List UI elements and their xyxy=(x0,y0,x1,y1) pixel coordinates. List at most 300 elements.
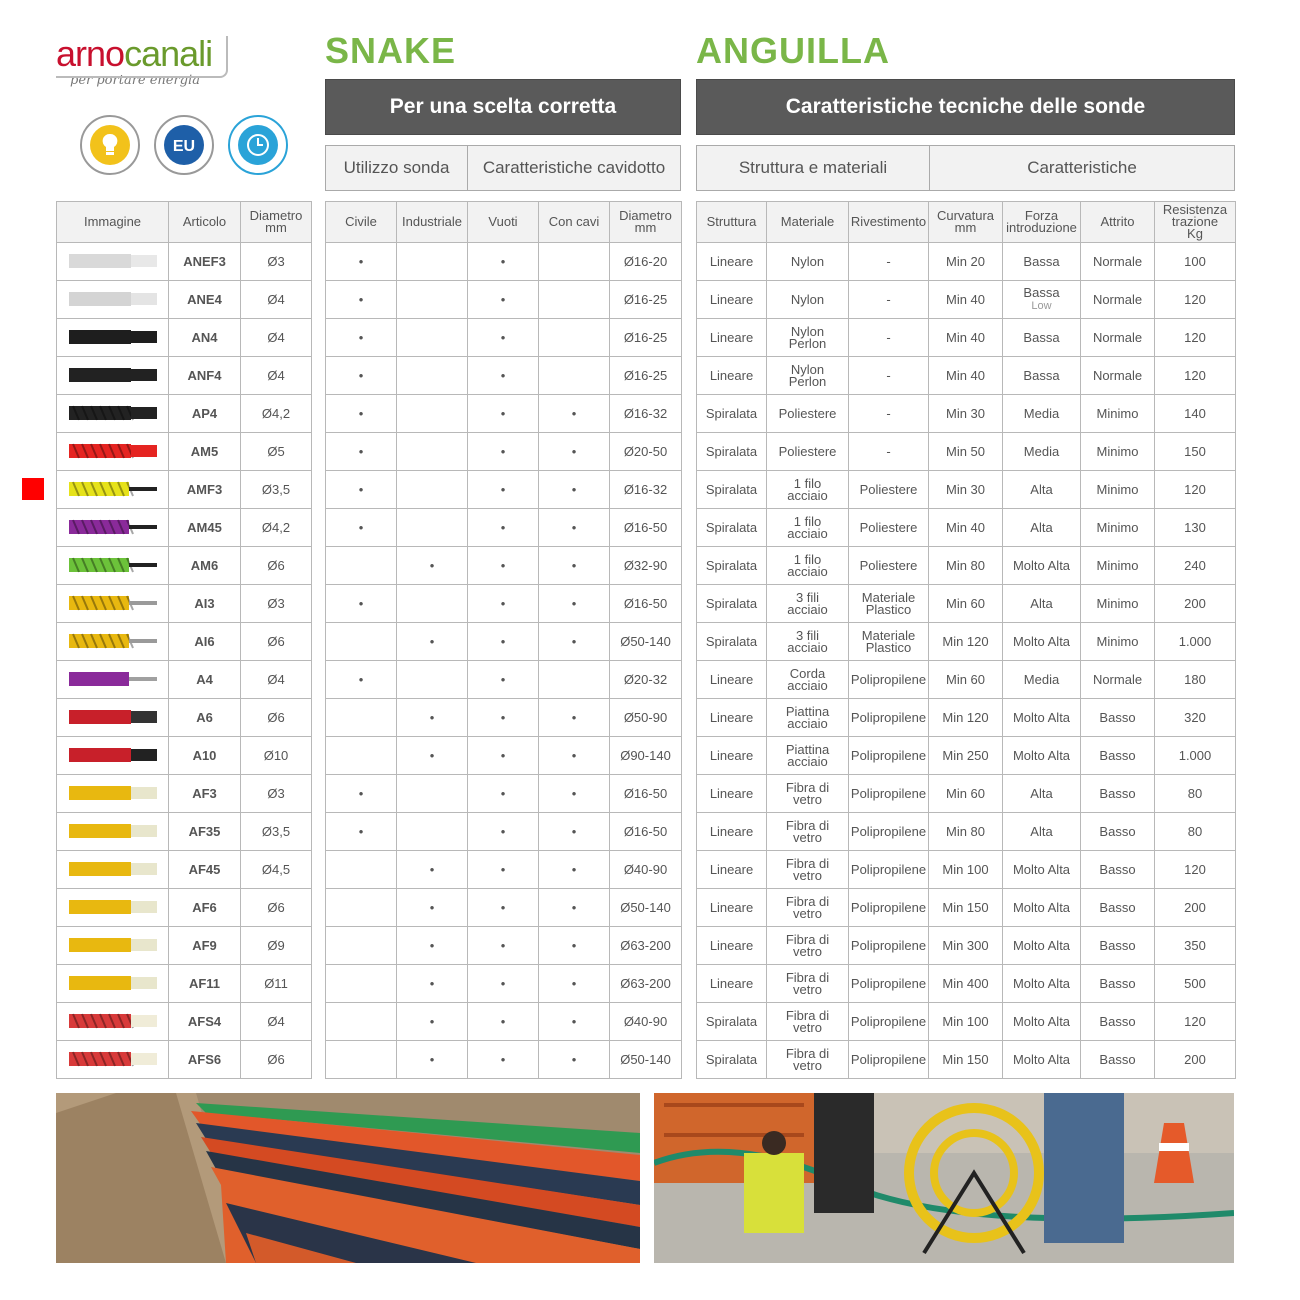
cell-immagine xyxy=(57,547,169,585)
cell-rivestimento-l1: - xyxy=(886,329,891,345)
col-diam-cav-l1: Diametro xyxy=(619,208,672,223)
cell-diametro: Ø3,5 xyxy=(241,813,312,851)
cell-materiale xyxy=(767,319,849,357)
cell-civile: • xyxy=(326,509,397,547)
table-row xyxy=(697,699,1236,737)
cell-immagine xyxy=(57,851,169,889)
cell-immagine xyxy=(57,927,169,965)
cell-attrito: Normale xyxy=(1081,357,1155,395)
cell-industriale xyxy=(397,281,468,319)
cell-resistenza: 200 xyxy=(1155,889,1236,927)
probe-body xyxy=(69,330,131,344)
table-row xyxy=(326,737,682,775)
probe-tip xyxy=(129,563,157,567)
probe-image xyxy=(69,860,157,878)
probe-body xyxy=(69,900,131,914)
probe-tip xyxy=(131,711,157,723)
probe-tip xyxy=(131,939,157,951)
cell-forza-l1: Molto Alta xyxy=(1012,747,1071,763)
cell-immagine xyxy=(57,699,169,737)
table-row xyxy=(697,851,1236,889)
cell-rivestimento-l1: - xyxy=(886,291,891,307)
col-resistenza-l1: Resistenza xyxy=(1162,202,1228,217)
cell-diametro-cavidotto: Ø90-140 xyxy=(610,737,682,775)
cell-materiale-l1: Fibra di xyxy=(785,1045,830,1061)
cell-forza-l1: Alta xyxy=(1030,519,1053,535)
cell-articolo: AM45 xyxy=(169,509,241,547)
cell-forza-l1: Bassa xyxy=(1023,285,1060,300)
probe-image xyxy=(69,366,157,384)
cell-articolo: AI3 xyxy=(169,585,241,623)
cell-industriale xyxy=(397,395,468,433)
cell-materiale xyxy=(767,281,849,319)
cell-resistenza: 180 xyxy=(1155,661,1236,699)
cell-con-cavi: • xyxy=(539,813,610,851)
probe-image xyxy=(69,556,157,574)
cell-rivestimento xyxy=(849,661,929,699)
probe-tip xyxy=(131,749,157,761)
cell-rivestimento-l1: Polipropilene xyxy=(850,899,927,915)
cell-materiale xyxy=(767,585,849,623)
cell-resistenza: 140 xyxy=(1155,395,1236,433)
cell-industriale xyxy=(397,319,468,357)
cell-attrito: Normale xyxy=(1081,661,1155,699)
cell-forza-l1: Molto Alta xyxy=(1012,899,1071,915)
cell-forza-l1: Media xyxy=(1023,443,1060,459)
cell-diametro: Ø4 xyxy=(241,661,312,699)
table-row xyxy=(326,1041,682,1079)
table-row xyxy=(326,243,682,281)
cell-rivestimento xyxy=(849,851,929,889)
probe-tip xyxy=(131,901,157,913)
cell-curvatura: Min 120 xyxy=(929,699,1003,737)
col-diam-cav-l2: mm xyxy=(634,220,657,235)
cell-struttura: Lineare xyxy=(697,737,767,775)
cell-industriale: • xyxy=(397,699,468,737)
cell-diametro-cavidotto: Ø20-32 xyxy=(610,661,682,699)
table-row xyxy=(57,471,312,509)
cell-curvatura: Min 250 xyxy=(929,737,1003,775)
cell-rivestimento xyxy=(849,585,929,623)
probe-body xyxy=(69,710,131,724)
probe-tip xyxy=(129,525,157,529)
patent-badge xyxy=(153,114,215,176)
cell-struttura: Lineare xyxy=(697,813,767,851)
cell-articolo: AF11 xyxy=(169,965,241,1003)
cell-vuoti: • xyxy=(468,965,539,1003)
cell-diametro: Ø4,2 xyxy=(241,509,312,547)
cell-forza xyxy=(1003,433,1081,471)
probe-body xyxy=(69,786,131,800)
clock-icon xyxy=(227,114,289,176)
probe-body xyxy=(69,748,131,762)
cell-articolo: AMF3 xyxy=(169,471,241,509)
cell-rivestimento-l1: Poliestere xyxy=(859,481,918,497)
cell-curvatura: Min 60 xyxy=(929,775,1003,813)
cell-forza-l1: Bassa xyxy=(1023,253,1060,269)
cell-civile: • xyxy=(326,471,397,509)
cell-rivestimento-l1: Polipropilene xyxy=(850,1051,927,1067)
cell-curvatura: Min 20 xyxy=(929,243,1003,281)
cell-immagine xyxy=(57,775,169,813)
cell-civile xyxy=(326,623,397,661)
cell-attrito: Basso xyxy=(1081,775,1155,813)
cell-articolo: AF6 xyxy=(169,889,241,927)
cell-materiale xyxy=(767,1041,849,1079)
table-row xyxy=(326,319,682,357)
cell-resistenza: 240 xyxy=(1155,547,1236,585)
cell-struttura: Spiralata xyxy=(697,547,767,585)
cell-attrito: Normale xyxy=(1081,243,1155,281)
cell-materiale xyxy=(767,547,849,585)
cell-struttura: Lineare xyxy=(697,775,767,813)
cell-civile: • xyxy=(326,775,397,813)
cell-vuoti: • xyxy=(468,281,539,319)
cell-diametro: Ø10 xyxy=(241,737,312,775)
logo-frame xyxy=(56,36,228,78)
table-row xyxy=(326,547,682,585)
table-row xyxy=(57,737,312,775)
cell-articolo: AFS6 xyxy=(169,1041,241,1079)
cell-curvatura: Min 100 xyxy=(929,851,1003,889)
cell-articolo: AN4 xyxy=(169,319,241,357)
cell-rivestimento-l1: Polipropilene xyxy=(850,937,927,953)
probe-image xyxy=(69,898,157,916)
cell-diametro-cavidotto: Ø50-140 xyxy=(610,889,682,927)
cell-rivestimento-l2: Plastico xyxy=(865,639,912,655)
cell-civile: • xyxy=(326,395,397,433)
col-articolo: Articolo xyxy=(169,202,241,243)
cell-forza xyxy=(1003,585,1081,623)
cell-diametro-cavidotto: Ø50-90 xyxy=(610,699,682,737)
cell-struttura: Lineare xyxy=(697,927,767,965)
cell-rivestimento-l2: Plastico xyxy=(865,601,912,617)
probe-image xyxy=(69,1012,157,1030)
cell-immagine xyxy=(57,889,169,927)
table-row xyxy=(57,661,312,699)
cell-resistenza: 320 xyxy=(1155,699,1236,737)
cell-immagine xyxy=(57,661,169,699)
cell-resistenza: 200 xyxy=(1155,1041,1236,1079)
cell-immagine xyxy=(57,965,169,1003)
probe-image xyxy=(69,974,157,992)
cell-con-cavi: • xyxy=(539,699,610,737)
conduits-image xyxy=(56,1093,640,1263)
probe-tip xyxy=(131,1015,157,1027)
col-diametro-l2: mm xyxy=(265,220,287,235)
workers-image xyxy=(654,1093,1234,1263)
cell-con-cavi xyxy=(539,281,610,319)
cell-struttura: Spiralata xyxy=(697,1003,767,1041)
cell-materiale xyxy=(767,623,849,661)
cell-immagine xyxy=(57,319,169,357)
cell-resistenza: 120 xyxy=(1155,357,1236,395)
probe-body xyxy=(69,824,131,838)
table-row xyxy=(57,623,312,661)
probe-image xyxy=(69,404,157,422)
cell-rivestimento-l1: - xyxy=(886,253,891,269)
cell-civile: • xyxy=(326,433,397,471)
table-row xyxy=(57,395,312,433)
cell-rivestimento xyxy=(849,699,929,737)
cell-articolo: AM5 xyxy=(169,433,241,471)
cell-curvatura: Min 40 xyxy=(929,281,1003,319)
probe-body xyxy=(69,254,131,268)
cell-materiale-l2: acciaio xyxy=(787,563,828,579)
eu-icon xyxy=(153,114,215,176)
cell-forza xyxy=(1003,623,1081,661)
cell-materiale-l1: Nylon xyxy=(790,291,825,307)
probe-tip xyxy=(131,331,157,343)
table-row xyxy=(697,243,1236,281)
cell-diametro: Ø4 xyxy=(241,1003,312,1041)
cell-immagine xyxy=(57,813,169,851)
table-row xyxy=(57,547,312,585)
cell-industriale xyxy=(397,243,468,281)
cell-resistenza: 120 xyxy=(1155,319,1236,357)
cell-immagine xyxy=(57,471,169,509)
cell-materiale xyxy=(767,851,849,889)
cell-forza-l2: Low xyxy=(1031,300,1052,312)
cell-materiale-l1: 1 filo xyxy=(793,475,822,491)
cell-immagine xyxy=(57,1003,169,1041)
cell-diametro: Ø3 xyxy=(241,775,312,813)
cell-con-cavi: • xyxy=(539,1003,610,1041)
cell-materiale xyxy=(767,1003,849,1041)
col-diametro-cavidotto xyxy=(610,202,682,243)
cell-con-cavi: • xyxy=(539,927,610,965)
cell-forza-l1: Molto Alta xyxy=(1012,557,1071,573)
cell-curvatura: Min 40 xyxy=(929,357,1003,395)
table-row xyxy=(326,623,682,661)
cell-struttura: Lineare xyxy=(697,243,767,281)
cell-materiale-l1: Nylon xyxy=(790,361,825,377)
cell-materiale xyxy=(767,737,849,775)
cell-civile: • xyxy=(326,281,397,319)
cell-diametro-cavidotto: Ø50-140 xyxy=(610,1041,682,1079)
cell-forza-l1: Media xyxy=(1023,671,1060,687)
cell-rivestimento-l1: Poliestere xyxy=(859,557,918,573)
cell-materiale-l1: 3 fili xyxy=(795,627,820,643)
probe-body xyxy=(69,938,131,952)
cell-diametro: Ø4 xyxy=(241,357,312,395)
cell-struttura: Spiralata xyxy=(697,471,767,509)
cell-diametro: Ø11 xyxy=(241,965,312,1003)
cell-rivestimento xyxy=(849,281,929,319)
probe-body xyxy=(69,672,129,686)
probe-body xyxy=(69,862,131,876)
col-immagine: Immagine xyxy=(57,202,169,243)
cell-curvatura: Min 50 xyxy=(929,433,1003,471)
col-curvatura-l1: Curvatura xyxy=(936,208,995,223)
cell-immagine xyxy=(57,357,169,395)
probe-tip xyxy=(131,787,157,799)
cell-diametro-cavidotto: Ø20-50 xyxy=(610,433,682,471)
col-con-cavi: Con cavi xyxy=(539,202,610,243)
cell-con-cavi: • xyxy=(539,433,610,471)
cell-rivestimento xyxy=(849,1041,929,1079)
col-resistenza-l2: trazione xyxy=(1171,214,1219,229)
photo-workers-reel xyxy=(654,1093,1234,1263)
cell-materiale-l2: acciaio xyxy=(787,487,828,503)
cell-vuoti: • xyxy=(468,623,539,661)
cell-industriale xyxy=(397,661,468,699)
cell-materiale xyxy=(767,395,849,433)
cell-forza xyxy=(1003,281,1081,319)
cell-materiale-l2: vetro xyxy=(793,1019,822,1035)
cell-attrito: Basso xyxy=(1081,1003,1155,1041)
cell-civile xyxy=(326,1003,397,1041)
cell-resistenza: 500 xyxy=(1155,965,1236,1003)
logo-tagline: per portare energia xyxy=(70,73,200,88)
cell-industriale xyxy=(397,433,468,471)
table-row xyxy=(697,737,1236,775)
probe-tip xyxy=(129,487,157,491)
cell-attrito: Basso xyxy=(1081,699,1155,737)
cell-materiale-l2: acciaio xyxy=(787,753,828,769)
col-resistenza xyxy=(1155,202,1236,243)
cell-immagine xyxy=(57,243,169,281)
cell-articolo: AP4 xyxy=(169,395,241,433)
table-row xyxy=(697,889,1236,927)
cell-rivestimento xyxy=(849,889,929,927)
cell-materiale-l2: acciaio xyxy=(787,639,828,655)
cell-articolo: ANE4 xyxy=(169,281,241,319)
specs-table xyxy=(696,201,1236,1079)
cell-materiale-l1: 3 fili xyxy=(795,589,820,605)
cell-materiale-l1: Fibra di xyxy=(785,817,830,833)
innovation-badge xyxy=(79,114,141,176)
cell-struttura: Spiralata xyxy=(697,433,767,471)
cell-materiale-l2: vetro xyxy=(793,829,822,845)
cell-materiale-l1: Fibra di xyxy=(785,855,830,871)
table-row xyxy=(57,813,312,851)
bulb-icon xyxy=(79,114,141,176)
cell-materiale-l2: Perlon xyxy=(788,335,827,351)
cell-diametro: Ø4,5 xyxy=(241,851,312,889)
cell-vuoti: • xyxy=(468,775,539,813)
cell-materiale-l1: Fibra di xyxy=(785,1007,830,1023)
cell-forza xyxy=(1003,965,1081,1003)
cell-rivestimento-l1: - xyxy=(886,405,891,421)
cell-materiale-l2: acciaio xyxy=(787,601,828,617)
cell-rivestimento xyxy=(849,319,929,357)
cell-struttura: Spiralata xyxy=(697,395,767,433)
cell-materiale-l1: Nylon xyxy=(790,253,825,269)
cell-diametro-cavidotto: Ø16-50 xyxy=(610,509,682,547)
probe-image xyxy=(69,936,157,954)
cell-forza xyxy=(1003,509,1081,547)
cell-attrito: Minimo xyxy=(1081,509,1155,547)
cell-forza-l1: Molto Alta xyxy=(1012,1013,1071,1029)
cell-attrito: Basso xyxy=(1081,737,1155,775)
usage-table-header xyxy=(326,202,682,243)
cell-forza xyxy=(1003,547,1081,585)
cell-rivestimento-l1: Polipropilene xyxy=(850,747,927,763)
cell-attrito: Minimo xyxy=(1081,395,1155,433)
cell-immagine xyxy=(57,623,169,661)
article-table xyxy=(56,201,312,1079)
cell-civile xyxy=(326,851,397,889)
cell-immagine xyxy=(57,281,169,319)
cell-curvatura: Min 40 xyxy=(929,319,1003,357)
probe-body xyxy=(69,368,131,382)
cell-forza xyxy=(1003,1041,1081,1079)
cell-immagine xyxy=(57,1041,169,1079)
col-materiale: Materiale xyxy=(767,202,849,243)
col-forza-l2: introduzione xyxy=(1006,220,1077,235)
table-row xyxy=(697,281,1236,319)
cell-attrito: Normale xyxy=(1081,319,1155,357)
col-struttura: Struttura xyxy=(697,202,767,243)
cell-civile xyxy=(326,547,397,585)
cell-materiale xyxy=(767,889,849,927)
cell-materiale xyxy=(767,699,849,737)
cell-curvatura: Min 60 xyxy=(929,585,1003,623)
cell-materiale-l1: 1 filo xyxy=(793,513,822,529)
cell-resistenza: 1.000 xyxy=(1155,623,1236,661)
table-row xyxy=(326,433,682,471)
col-resistenza-l3: Kg xyxy=(1187,226,1203,241)
anguilla-title: ANGUILLA xyxy=(696,30,890,71)
cell-attrito: Basso xyxy=(1081,1041,1155,1079)
cell-industriale: • xyxy=(397,851,468,889)
probe-image xyxy=(69,442,157,460)
cell-resistenza: 350 xyxy=(1155,927,1236,965)
table-row xyxy=(57,243,312,281)
cell-industriale: • xyxy=(397,965,468,1003)
cell-rivestimento xyxy=(849,927,929,965)
cell-struttura: Lineare xyxy=(697,965,767,1003)
probe-image xyxy=(69,784,157,802)
cell-struttura: Spiralata xyxy=(697,623,767,661)
cell-diametro-cavidotto: Ø16-32 xyxy=(610,471,682,509)
table-row xyxy=(57,357,312,395)
table-row xyxy=(57,1041,312,1079)
cell-con-cavi: • xyxy=(539,509,610,547)
cell-struttura: Lineare xyxy=(697,851,767,889)
cell-rivestimento-l1: Polipropilene xyxy=(850,785,927,801)
table-row xyxy=(697,1003,1236,1041)
cell-immagine xyxy=(57,737,169,775)
cell-rivestimento xyxy=(849,433,929,471)
cell-vuoti: • xyxy=(468,319,539,357)
cell-rivestimento-l1: Materiale xyxy=(861,627,916,643)
table-row xyxy=(697,547,1236,585)
cell-materiale-l2: acciaio xyxy=(787,677,828,693)
cell-forza xyxy=(1003,889,1081,927)
cell-diametro: Ø3 xyxy=(241,243,312,281)
probe-tip xyxy=(131,1053,157,1065)
cell-diametro: Ø6 xyxy=(241,699,312,737)
table-row xyxy=(57,585,312,623)
cell-vuoti: • xyxy=(468,509,539,547)
table-row xyxy=(697,1041,1236,1079)
col-diametro xyxy=(241,202,312,243)
cell-struttura: Lineare xyxy=(697,357,767,395)
cell-industriale: • xyxy=(397,547,468,585)
cell-articolo: A4 xyxy=(169,661,241,699)
cell-con-cavi: • xyxy=(539,547,610,585)
table-row xyxy=(57,433,312,471)
cell-con-cavi: • xyxy=(539,965,610,1003)
cell-civile: • xyxy=(326,319,397,357)
cell-curvatura: Min 60 xyxy=(929,661,1003,699)
col-rivestimento: Rivestimento xyxy=(849,202,929,243)
cell-diametro-cavidotto: Ø16-50 xyxy=(610,585,682,623)
cell-forza-l1: Alta xyxy=(1030,785,1053,801)
cell-resistenza: 120 xyxy=(1155,851,1236,889)
